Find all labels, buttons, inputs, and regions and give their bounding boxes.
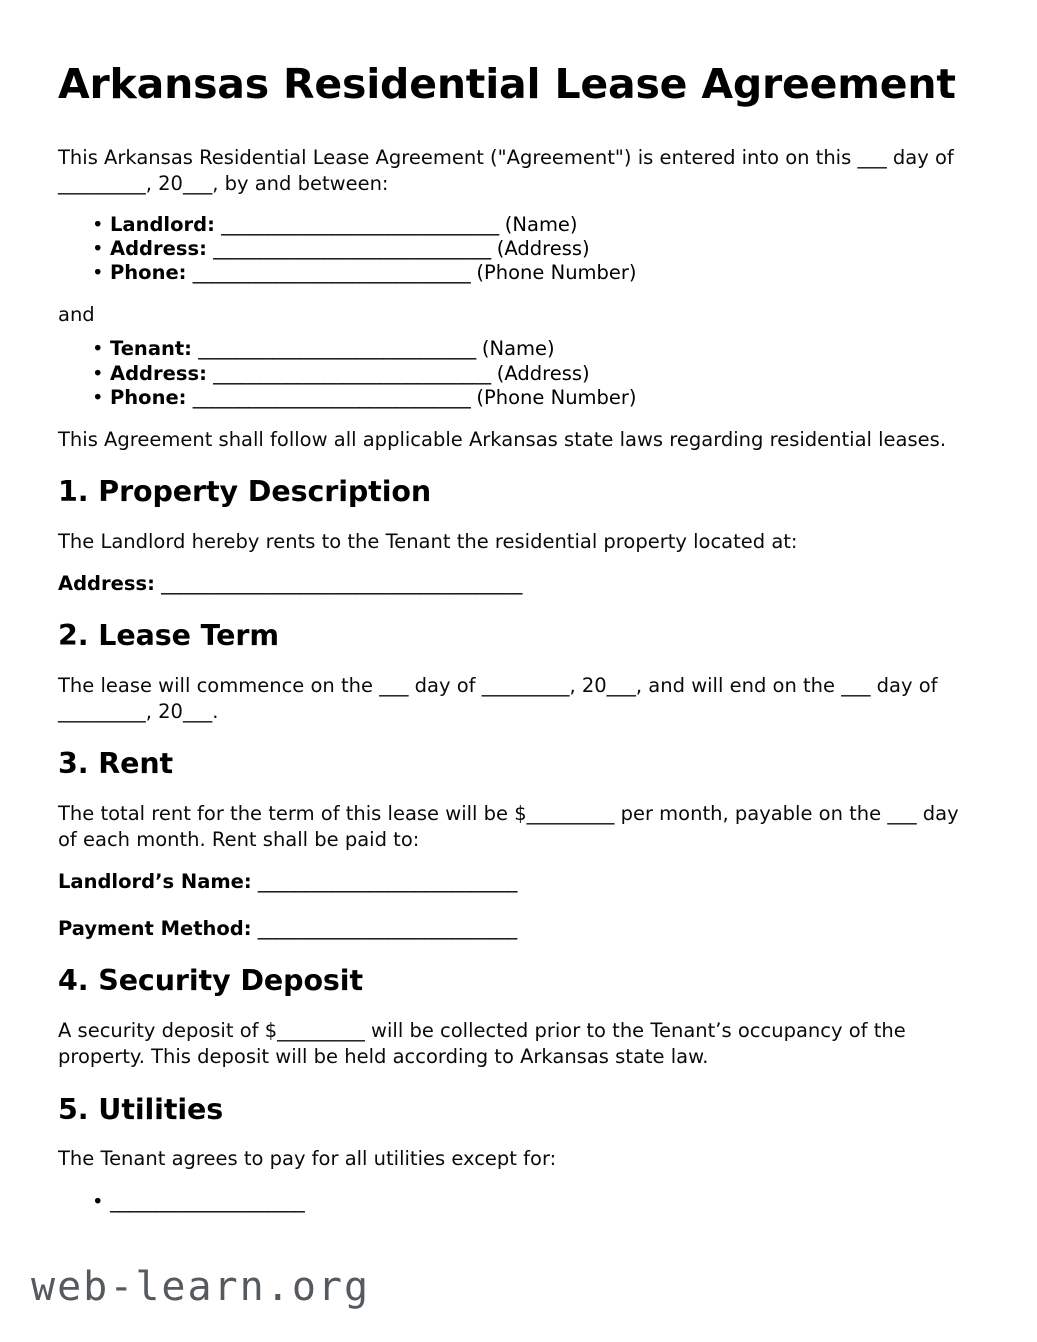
property-address-label: Address: — [58, 571, 155, 595]
tenant-name-hint: (Name) — [481, 337, 555, 361]
tenant-details-list — [58, 337, 967, 410]
tenant-name-blank[interactable]: ______________________________ — [198, 337, 476, 361]
section-heading-utilities: 5. Utilities — [58, 1092, 224, 1126]
tenant-phone-hint: (Phone Number) — [476, 386, 637, 410]
conjunction-text: and — [58, 302, 95, 326]
rent-landlord-name-blank[interactable]: ____________________________ — [257, 869, 517, 893]
utility-exception-blank[interactable]: _____________________ — [110, 1190, 305, 1214]
landlord-name-label: Landlord: — [110, 212, 215, 236]
section-heading-lease-term: 2. Lease Term — [58, 619, 279, 653]
governing-law-paragraph: This Agreement shall follow all applicable Arkansas state laws regarding residential leases. — [58, 427, 947, 451]
list-item — [58, 362, 967, 386]
page-title: Arkansas Residential Lease Agreement — [58, 60, 956, 108]
landlord-details-list — [58, 213, 967, 286]
landlord-name-hint: (Name) — [504, 212, 578, 236]
intro-paragraph: This Arkansas Residential Lease Agreement ("Agreement") is entered into on this ___ day of _________, 20___, by and between: — [58, 146, 954, 195]
payment-method-blank[interactable]: ____________________________ — [257, 916, 517, 940]
payment-method-field — [58, 916, 967, 941]
section-heading-property-description: 1. Property Description — [58, 475, 432, 509]
tenant-phone-blank[interactable]: ______________________________ — [192, 386, 471, 410]
list-item — [58, 1190, 967, 1214]
landlord-phone-hint: (Phone Number) — [476, 261, 637, 285]
landlord-address-label: Address: — [110, 236, 207, 260]
list-item — [58, 261, 967, 285]
utilities-exception-list — [58, 1190, 967, 1214]
property-address-field — [58, 571, 967, 596]
security-deposit-body: A security deposit of $_________ will be collected prior to the Tenant’s occupancy of the property. This deposit will be held according to Arkansas state law. — [58, 1019, 906, 1068]
list-item — [58, 386, 967, 410]
payment-method-label: Payment Method: — [58, 916, 252, 940]
tenant-address-hint: (Address) — [496, 361, 590, 385]
rent-landlord-name-label: Landlord’s Name: — [58, 869, 252, 893]
utilities-body: The Tenant agrees to pay for all utilities except for: — [58, 1147, 557, 1171]
property-description-body: The Landlord hereby rents to the Tenant the residential property located at: — [58, 530, 798, 554]
landlord-address-hint: (Address) — [496, 236, 590, 260]
list-item — [58, 213, 967, 237]
list-item — [58, 337, 967, 361]
landlord-name-blank[interactable]: ______________________________ — [221, 212, 499, 236]
rent-body: The total rent for the term of this lease will be $_________ per month, payable on the ___ day of each month. Rent shall be paid to: — [58, 802, 959, 851]
tenant-address-label: Address: — [110, 361, 207, 385]
list-item — [58, 237, 967, 261]
section-heading-rent: 3. Rent — [58, 747, 174, 781]
tenant-phone-label: Phone: — [110, 386, 187, 410]
landlord-phone-label: Phone: — [110, 261, 187, 285]
tenant-name-label: Tenant: — [110, 337, 192, 361]
landlord-address-blank[interactable]: ______________________________ — [213, 236, 491, 260]
property-address-blank[interactable]: _______________________________________ — [161, 571, 522, 595]
lease-term-body: The lease will commence on the ___ day of _________, 20___, and will end on the ___ day of _________, 20___. — [58, 673, 938, 723]
rent-landlord-name-field — [58, 869, 967, 894]
watermark: web-learn.org — [31, 1264, 371, 1310]
tenant-address-blank[interactable]: ______________________________ — [213, 361, 491, 385]
section-heading-security-deposit: 4. Security Deposit — [58, 964, 363, 998]
landlord-phone-blank[interactable]: ______________________________ — [192, 261, 471, 285]
